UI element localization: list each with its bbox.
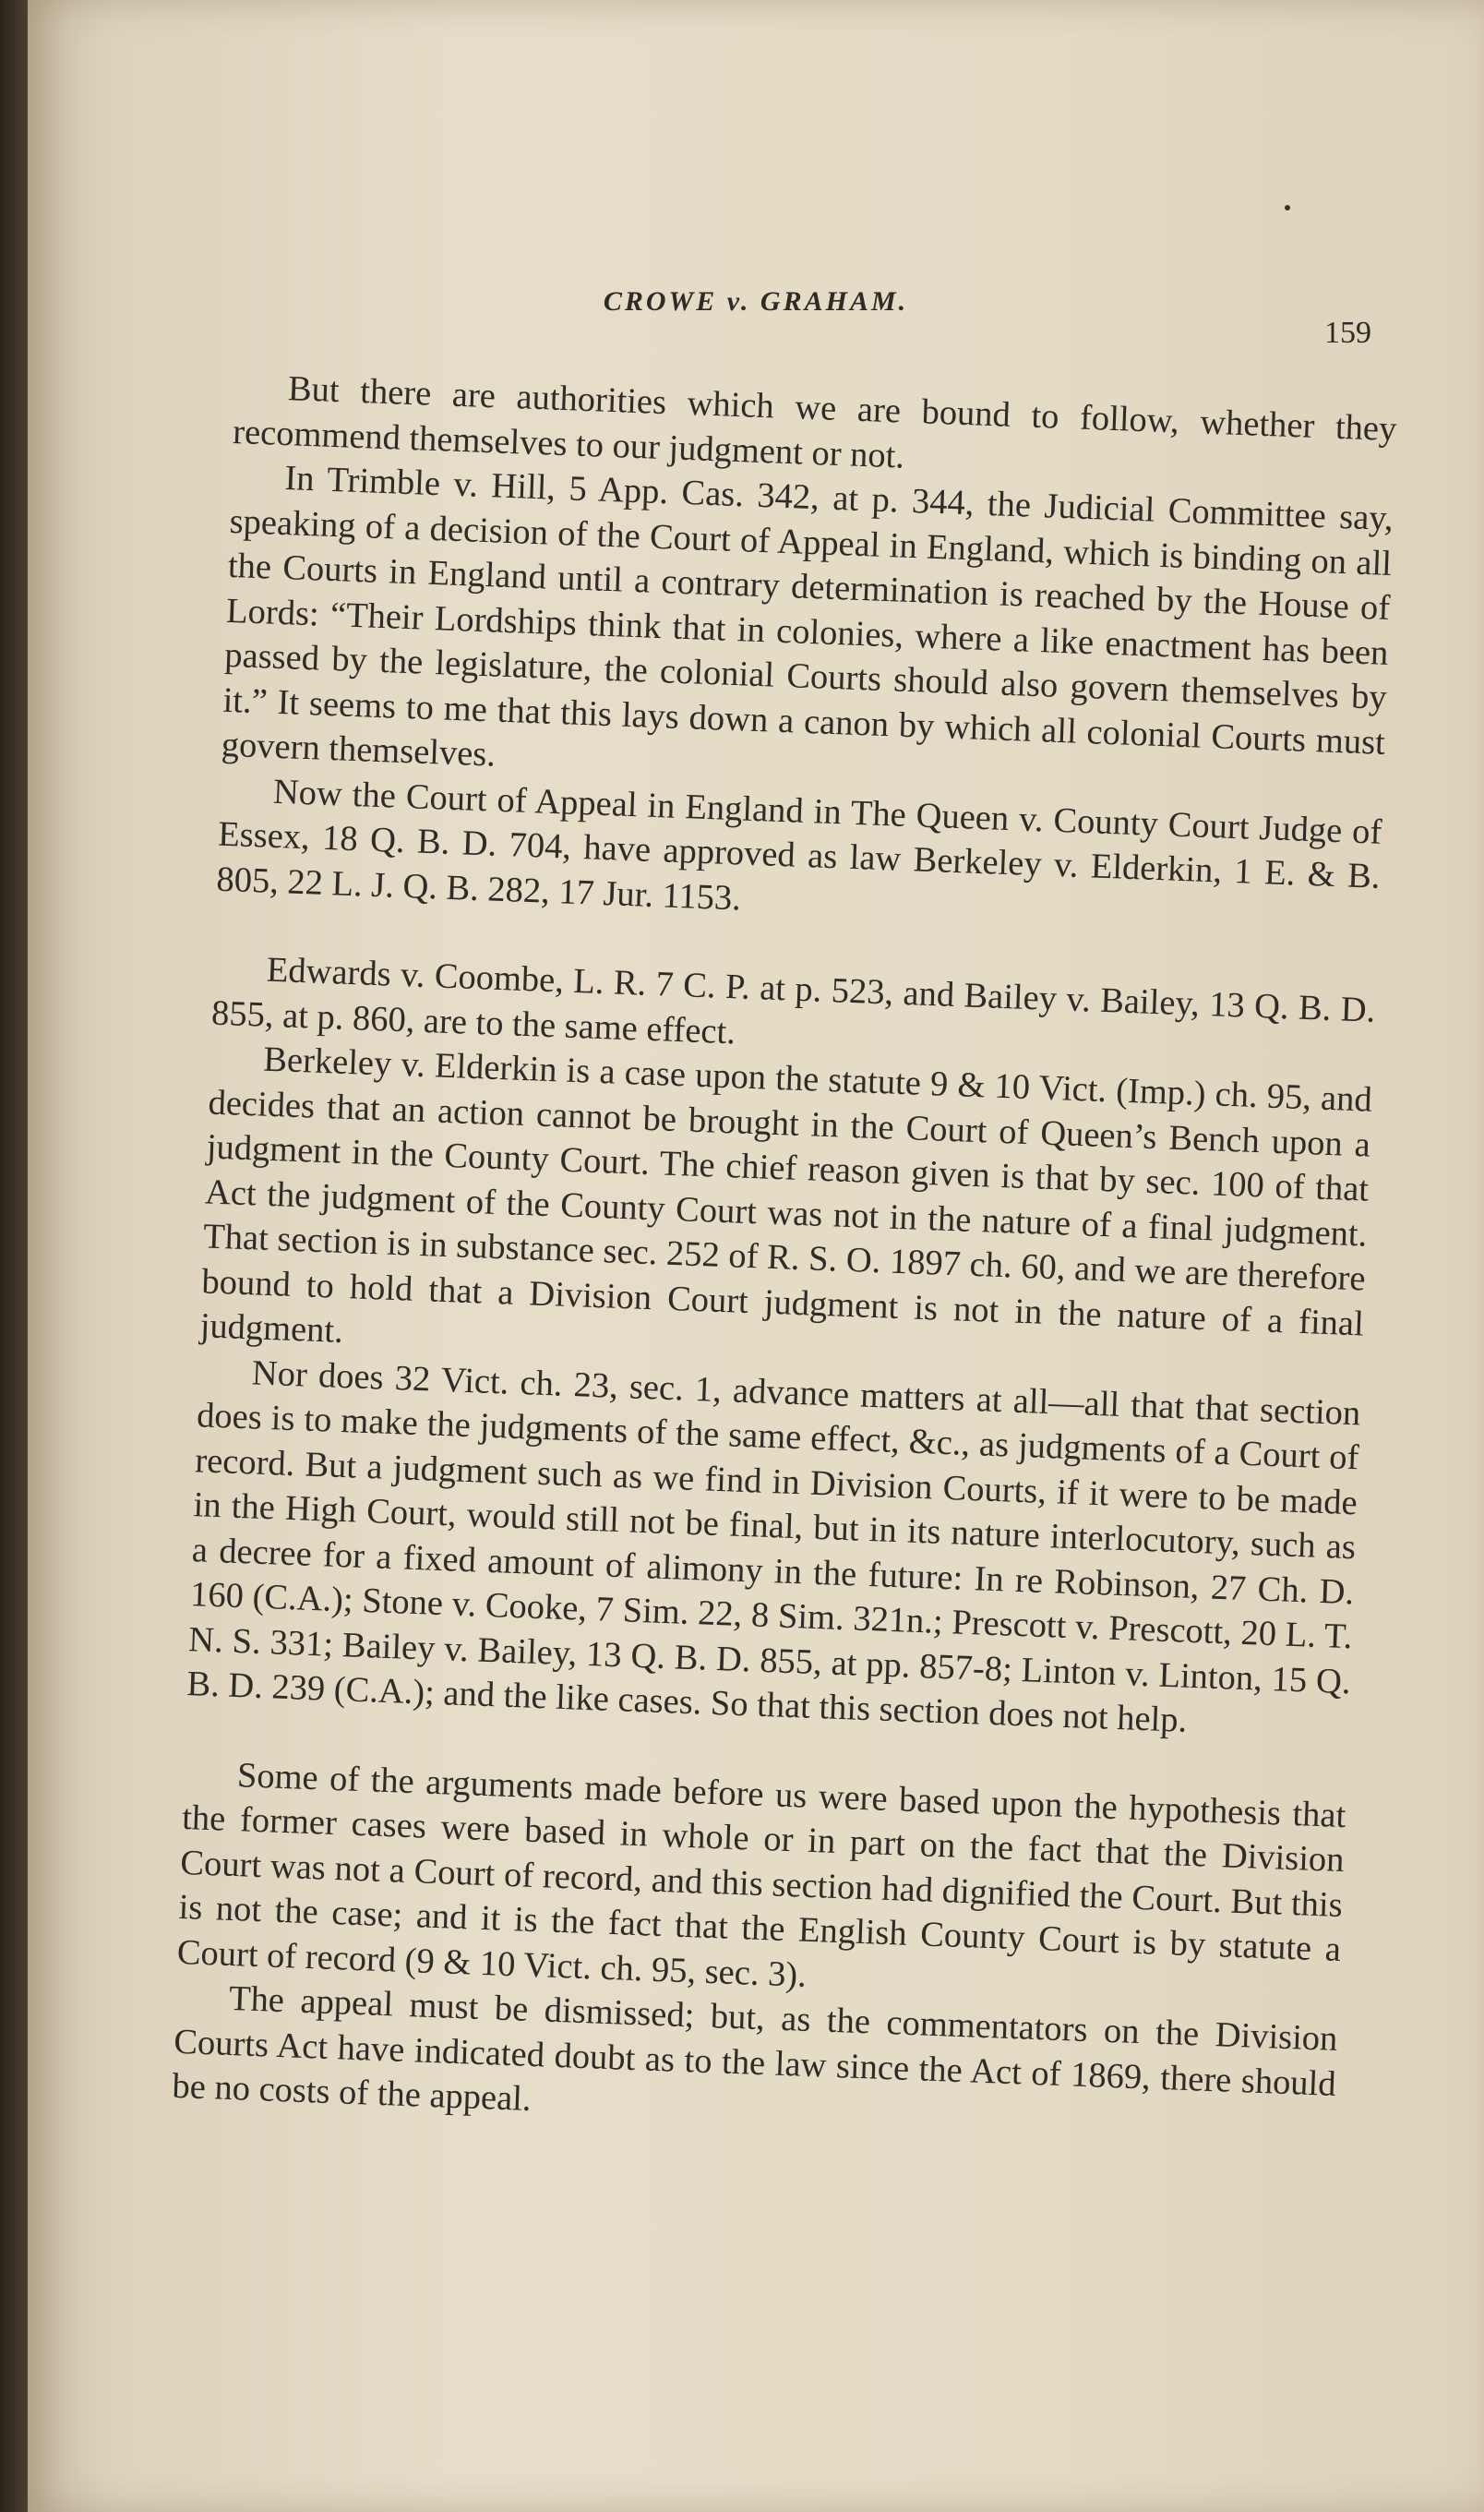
paragraph: Now the Court of Appeal in England in The Queen v. County Court Judge of Essex, 18 Q. B. D. 704, have approved as law Berkeley v. Elderkin, 1 E. & B. 805, 22 L. J. Q. B. 282, 17 Jur. 1153. xyxy=(215,772,1383,918)
paragraph: Edwards v. Coombe, L. R. 7 C. P. at p. 523, and Bailey v. Bailey, 13 Q. B. D. 855, at p. 860, are to the same effect. xyxy=(210,950,1376,1052)
paragraph: The appeal must be dismissed; but, as the commentators on the Division Courts Act have indicated doubt as to the law since the Act of 1869, there should be no costs of the appeal. xyxy=(171,1978,1339,2119)
paragraph: In Trimble v. Hill, 5 App. Cas. 342, at p. 344, the Judicial Committee say, speaking of a decision of the Court of Appeal in England, which is binding on all the Courts in England until a contrary determination is reached by the House of Lords: “Their Lordships think that in colonies, where a like enactment has been passed by the legislature, the colonial Courts should also govern themselves by it.” It seems to me that this lays down a canon by which all colonial Courts must govern themselves. xyxy=(221,459,1394,775)
running-title: CROWE v. GRAHAM. xyxy=(603,286,909,317)
paragraph: Some of the arguments made before us were based upon the hypothesis that the former cases were based in whole or in part on the fact that the Division Court was not a Court of record, and this section had dignified the Court. But this is not the case; and it is the fact that the English County Court is by statute a Court of record (9 & 10 Vict. ch. 95, sec. 3). xyxy=(176,1755,1346,1995)
paragraph: Berkeley v. Elderkin is a case upon the statute 9 & 10 Vict. (Imp.) ch. 95, and decides that an action cannot be brought in the Court of Queen’s Bench upon a judgment in the County Court. The chief reason given is that by sec. 100 of that Act the judgment of the County Court was not in the nature of a final judgment. That section is in substance sec. 252 of R. S. O. 1897 ch. 60, and we are therefore bound to hold that a Division Court judgment is not in the nature of a final judgment. xyxy=(199,1040,1373,1351)
book-binding-edge xyxy=(0,0,28,2512)
page-speck xyxy=(1285,205,1290,210)
book-page xyxy=(28,0,1484,2512)
page-number: 159 xyxy=(1324,316,1371,350)
page-body xyxy=(172,365,1397,2151)
paragraph: Nor does 32 Vict. ch. 23, sec. 1, advance matters at all—all that that section does is to make the judgments of the same effect, &c., as judgments of a Court of record. But a judgment such as we find in Division Courts, if it were to be made in the High Court, would still not be final, but in its nature interlocutory, such as a decree for a fixed amount of alimony in the future: In re Robinson, 27 Ch. D. 160 (C.A.); Stone v. Cooke, 7 Sim. 22, 8 Sim. 321n.; Prescott v. Prescott, 20 L. T. N. S. 331; Bailey v. Bailey, 13 Q. B. D. 855, at pp. 857-8; Linton v. Linton, 15 Q. B. D. 239 (C.A.); and the like cases. So that this section does not help. xyxy=(186,1352,1361,1740)
paragraph: But there are authorities which we are bound to follow, whether they recommend themselves to our judgment or not. xyxy=(232,369,1398,476)
